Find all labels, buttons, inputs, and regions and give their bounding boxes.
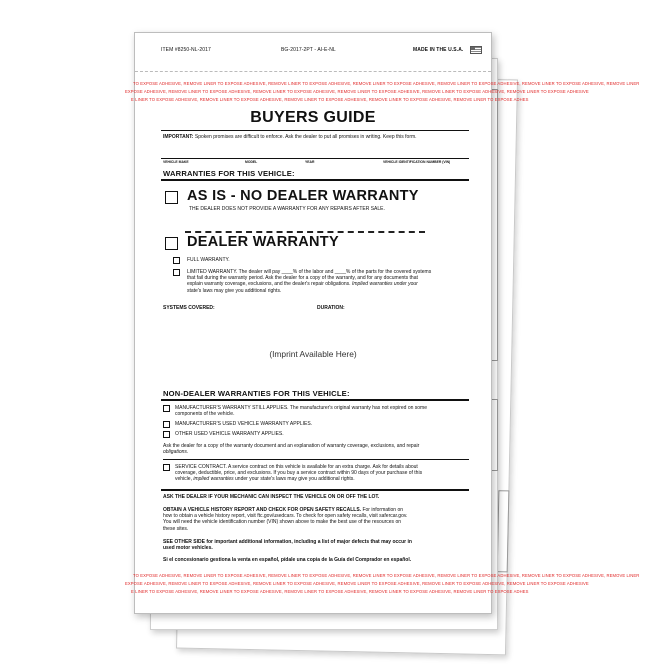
vehicle-history-line: You will need the vehicle identification number (VIN) shown above to make the best use of the resources on [163, 519, 402, 526]
service-contract-line: SERVICE CONTRACT. A service contract on this vehicle is available for an extra charge. Ask for details about [175, 464, 418, 470]
warranty-copy-line: Ask the dealer for a copy of the warranty document and an explanation of warranty coverage, exclusions, and repair [163, 443, 420, 449]
see-other-side-line: SEE OTHER SIDE for important additional information, including a list of major defects that may occur in [163, 539, 412, 545]
divider [163, 459, 469, 460]
dealer-warranty-title: DEALER WARRANTY [187, 234, 339, 250]
vehicle-history-note [163, 507, 475, 532]
back-sheet-box [497, 490, 510, 572]
buyers-guide-sheet [125, 32, 640, 614]
important-text: Spoken promises are difficult to enforce. Ask the dealer to put all promises in writing. Keep this form. [194, 134, 417, 140]
warranties-heading: WARRANTIES FOR THIS VEHICLE: [163, 169, 295, 178]
vehicle-history-fragment: For information on [362, 507, 404, 513]
full-warranty-checkbox[interactable] [173, 257, 180, 264]
item-number: ITEM #8250-NL-2017 [161, 47, 211, 53]
manufacturer-warranty-line: components of the vehicle. [175, 411, 235, 418]
limited-warranty-line: that fail during the warranty period. Ask the dealer for a copy of the warranty, and for any documents that [187, 275, 418, 282]
other-used-warranty-checkbox[interactable] [163, 431, 170, 438]
as-is-subtitle: THE DEALER DOES NOT PROVIDE A WARRANTY FOR ANY REPAIRS AFTER SALE. [189, 206, 385, 212]
vehicle-history-line: these sites. [163, 525, 189, 532]
liner-text-row: TO EXPOSE ADHESIVE, REMOVE LINER TO EXPOSE ADHESIVE, REMOVE LINER TO EXPOSE ADHESIVE, REMOVE LINER TO EXPOSE ADHESIVE, REMOVE LINER TO EXPOSE ADHESIVE, REMOVE LINER TO EXPOSE ADHESIVE, REMOVE LINER [133, 81, 640, 86]
page-title: BUYERS GUIDE [250, 109, 376, 126]
as-is-title: AS IS - NO DEALER WARRANTY [187, 188, 419, 204]
liner-text-row: TO EXPOSE ADHESIVE, REMOVE LINER TO EXPOSE ADHESIVE, REMOVE LINER TO EXPOSE ADHESIVE, REMOVE LINER TO EXPOSE ADHESIVE, REMOVE LINER TO EXPOSE ADHESIVE, REMOVE LINER TO EXPOSE ADHESIVE, REMOVE LINER [133, 573, 640, 578]
manufacturer-used-warranty-checkbox[interactable] [163, 421, 170, 428]
liner-text-row: EXPOSE ADHESIVE, REMOVE LINER TO EXPOSE ADHESIVE, REMOVE LINER TO EXPOSE ADHESIVE, REMOVE LINER TO EXPOSE ADHESIVE, REMOVE LINER TO EXPOSE ADHESIVE, REMOVE LINER TO EXPOSE ADHESIVE [125, 581, 589, 586]
limited-warranty-text [187, 269, 477, 294]
as-is-checkbox[interactable] [165, 191, 178, 204]
perforation-line [135, 71, 491, 72]
systems-covered-label: SYSTEMS COVERED: [163, 305, 215, 311]
divider [161, 179, 469, 181]
vehicle-vin-label: VEHICLE IDENTIFICATION NUMBER (VIN) [383, 160, 451, 164]
divider [161, 489, 469, 491]
service-contract-checkbox[interactable] [163, 464, 170, 471]
liner-text-row: EXPOSE ADHESIVE, REMOVE LINER TO EXPOSE ADHESIVE, REMOVE LINER TO EXPOSE ADHESIVE, REMOVE LINER TO EXPOSE ADHESIVE, REMOVE LINER TO EXPOSE ADHESIVE, REMOVE LINER TO EXPOSE ADHESIVE [125, 89, 589, 94]
vehicle-year-label: YEAR [305, 160, 315, 164]
manufacturer-warranty-line: MANUFACTURER'S WARRANTY STILL APPLIES. The manufacturer's original warranty has not expired on some [175, 405, 428, 411]
liner-text-row: E LINER TO EXPOSE ADHESIVE, REMOVE LINER TO EXPOSE ADHESIVE, REMOVE LINER TO EXPOSE ADHESIVE, REMOVE LINER TO EXPOSE ADHESIVE, REMOVE LINER TO EXPOSE ADHES [131, 589, 529, 594]
limited-warranty-italic: Implied warranties under your [351, 281, 418, 288]
limited-warranty-checkbox[interactable] [173, 269, 180, 276]
divider [161, 399, 469, 401]
see-other-side-note [163, 539, 475, 551]
made-in-usa: MADE IN THE U.S.A. [413, 47, 464, 53]
limited-warranty-line: state's laws may give you additional rights. [187, 287, 282, 294]
see-other-side-line: used motor vehicles. [163, 545, 213, 552]
service-contract-italic: implied warranties [193, 476, 234, 483]
vehicle-field-line [161, 158, 469, 159]
manufacturer-warranty-text [175, 405, 475, 417]
warranty-copy-line: obligations. [163, 449, 189, 456]
dashed-divider [185, 231, 425, 233]
vehicle-make-label: VEHICLE MAKE [163, 160, 189, 164]
important-note [163, 134, 473, 140]
dealer-warranty-checkbox[interactable] [165, 237, 178, 250]
form-code: BG-2017-2PT - AI-E-NL [281, 47, 336, 53]
limited-warranty-line: LIMITED WARRANTY. The dealer will pay ____% of the labor and ____% of the parts for the covered systems [187, 269, 432, 275]
liner-text-row: E LINER TO EXPOSE ADHESIVE, REMOVE LINER TO EXPOSE ADHESIVE, REMOVE LINER TO EXPOSE ADHESIVE, REMOVE LINER TO EXPOSE ADHESIVE, REMOVE LINER TO EXPOSE ADHES [131, 97, 529, 102]
vehicle-model-label: MODEL [245, 160, 258, 164]
service-contract-line: coverage, deductible, price, and exclusions. If you buy a service contract within 90 days of your purchase of this [175, 470, 423, 477]
mechanic-inspection-note: ASK THE DEALER IF YOUR MECHANIC CAN INSPECT THE VEHICLE ON OR OFF THE LOT. [163, 494, 380, 500]
imprint-placeholder: (Imprint Available Here) [269, 349, 357, 359]
us-flag-icon [470, 46, 482, 54]
full-warranty-label: FULL WARRANTY. [187, 257, 230, 263]
service-contract-fragment: vehicle, [175, 476, 192, 483]
vehicle-history-bold: OBTAIN A VEHICLE HISTORY REPORT AND CHECK FOR OPEN SAFETY RECALLS. [163, 507, 362, 513]
spanish-note: Si el concesionario gestiona la venta en español, pídale una copia de la Guía del Comprador en español. [163, 557, 412, 563]
manufacturer-warranty-checkbox[interactable] [163, 405, 170, 412]
manufacturer-used-warranty-label: MANUFACTURER'S USED VEHICLE WARRANTY APPLIES. [175, 421, 313, 427]
service-contract-text [175, 464, 475, 483]
important-label: IMPORTANT: [163, 134, 194, 140]
duration-label: DURATION: [317, 305, 345, 311]
divider [161, 130, 469, 131]
service-contract-fragment: under your state's laws may give you additional rights. [235, 476, 355, 483]
warranty-copy-note [163, 443, 475, 455]
vehicle-history-line: how to obtain a vehicle history report, visit ftc.gov/usedcars. To check for open safety recalls, visit safercar.gov. [163, 513, 408, 520]
other-used-warranty-label: OTHER USED VEHICLE WARRANTY APPLIES. [175, 431, 284, 437]
limited-warranty-fragment: explain warranty coverage, exclusions, and the dealer's repair obligations. [187, 281, 351, 288]
non-dealer-heading: NON-DEALER WARRANTIES FOR THIS VEHICLE: [163, 389, 350, 398]
service-contract-line [175, 476, 475, 482]
